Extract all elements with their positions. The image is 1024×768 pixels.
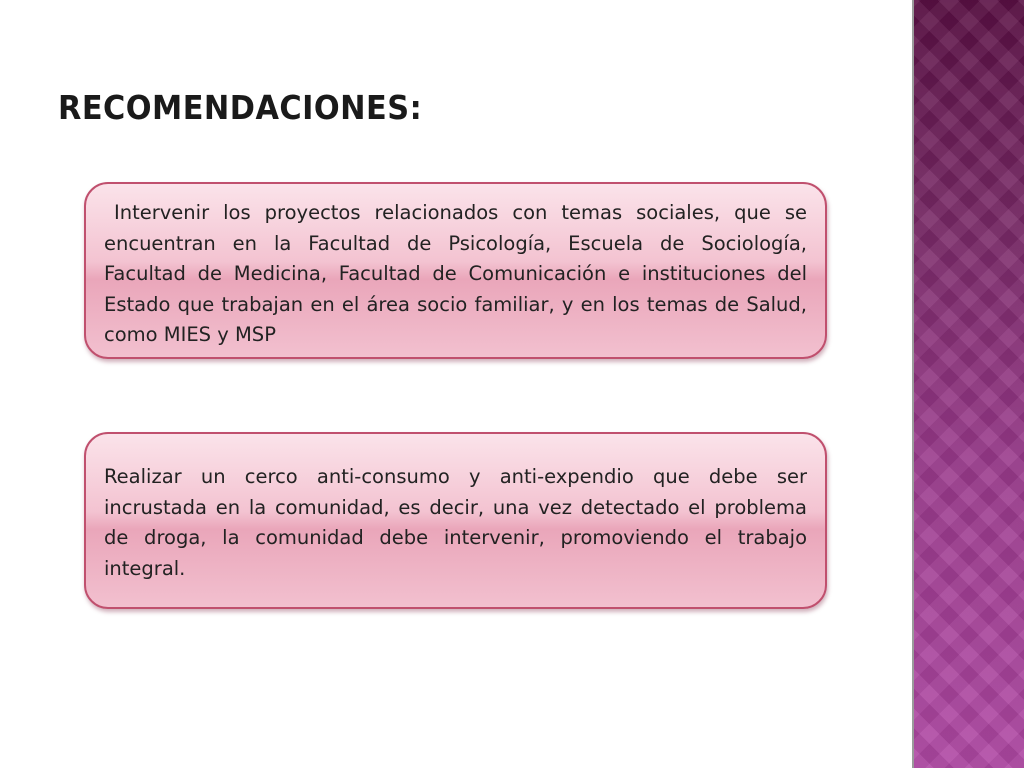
decorative-side-band (912, 0, 1024, 768)
recommendation-box-1 (84, 182, 827, 359)
slide-title: RECOMENDACIONES: (58, 88, 423, 127)
recommendation-text-2: Realizar un cerco anti-consumo y anti-expendio que debe ser incrustada en la comunidad, es decir, una vez detectado el problema de droga, la comunidad debe intervenir, promoviendo el trabajo integral. (104, 465, 807, 580)
recommendation-text-1: Intervenir los proyectos relacionados con temas sociales, que se encuentran en la Facultad de Psicología, Escuela de Sociología, Facultad de Medicina, Facultad de Comunicación e instituciones del Estado que trabajan en el área socio familiar, y en los temas de Salud, como MIES y MSP (104, 201, 807, 346)
recommendation-box-2 (84, 432, 827, 609)
